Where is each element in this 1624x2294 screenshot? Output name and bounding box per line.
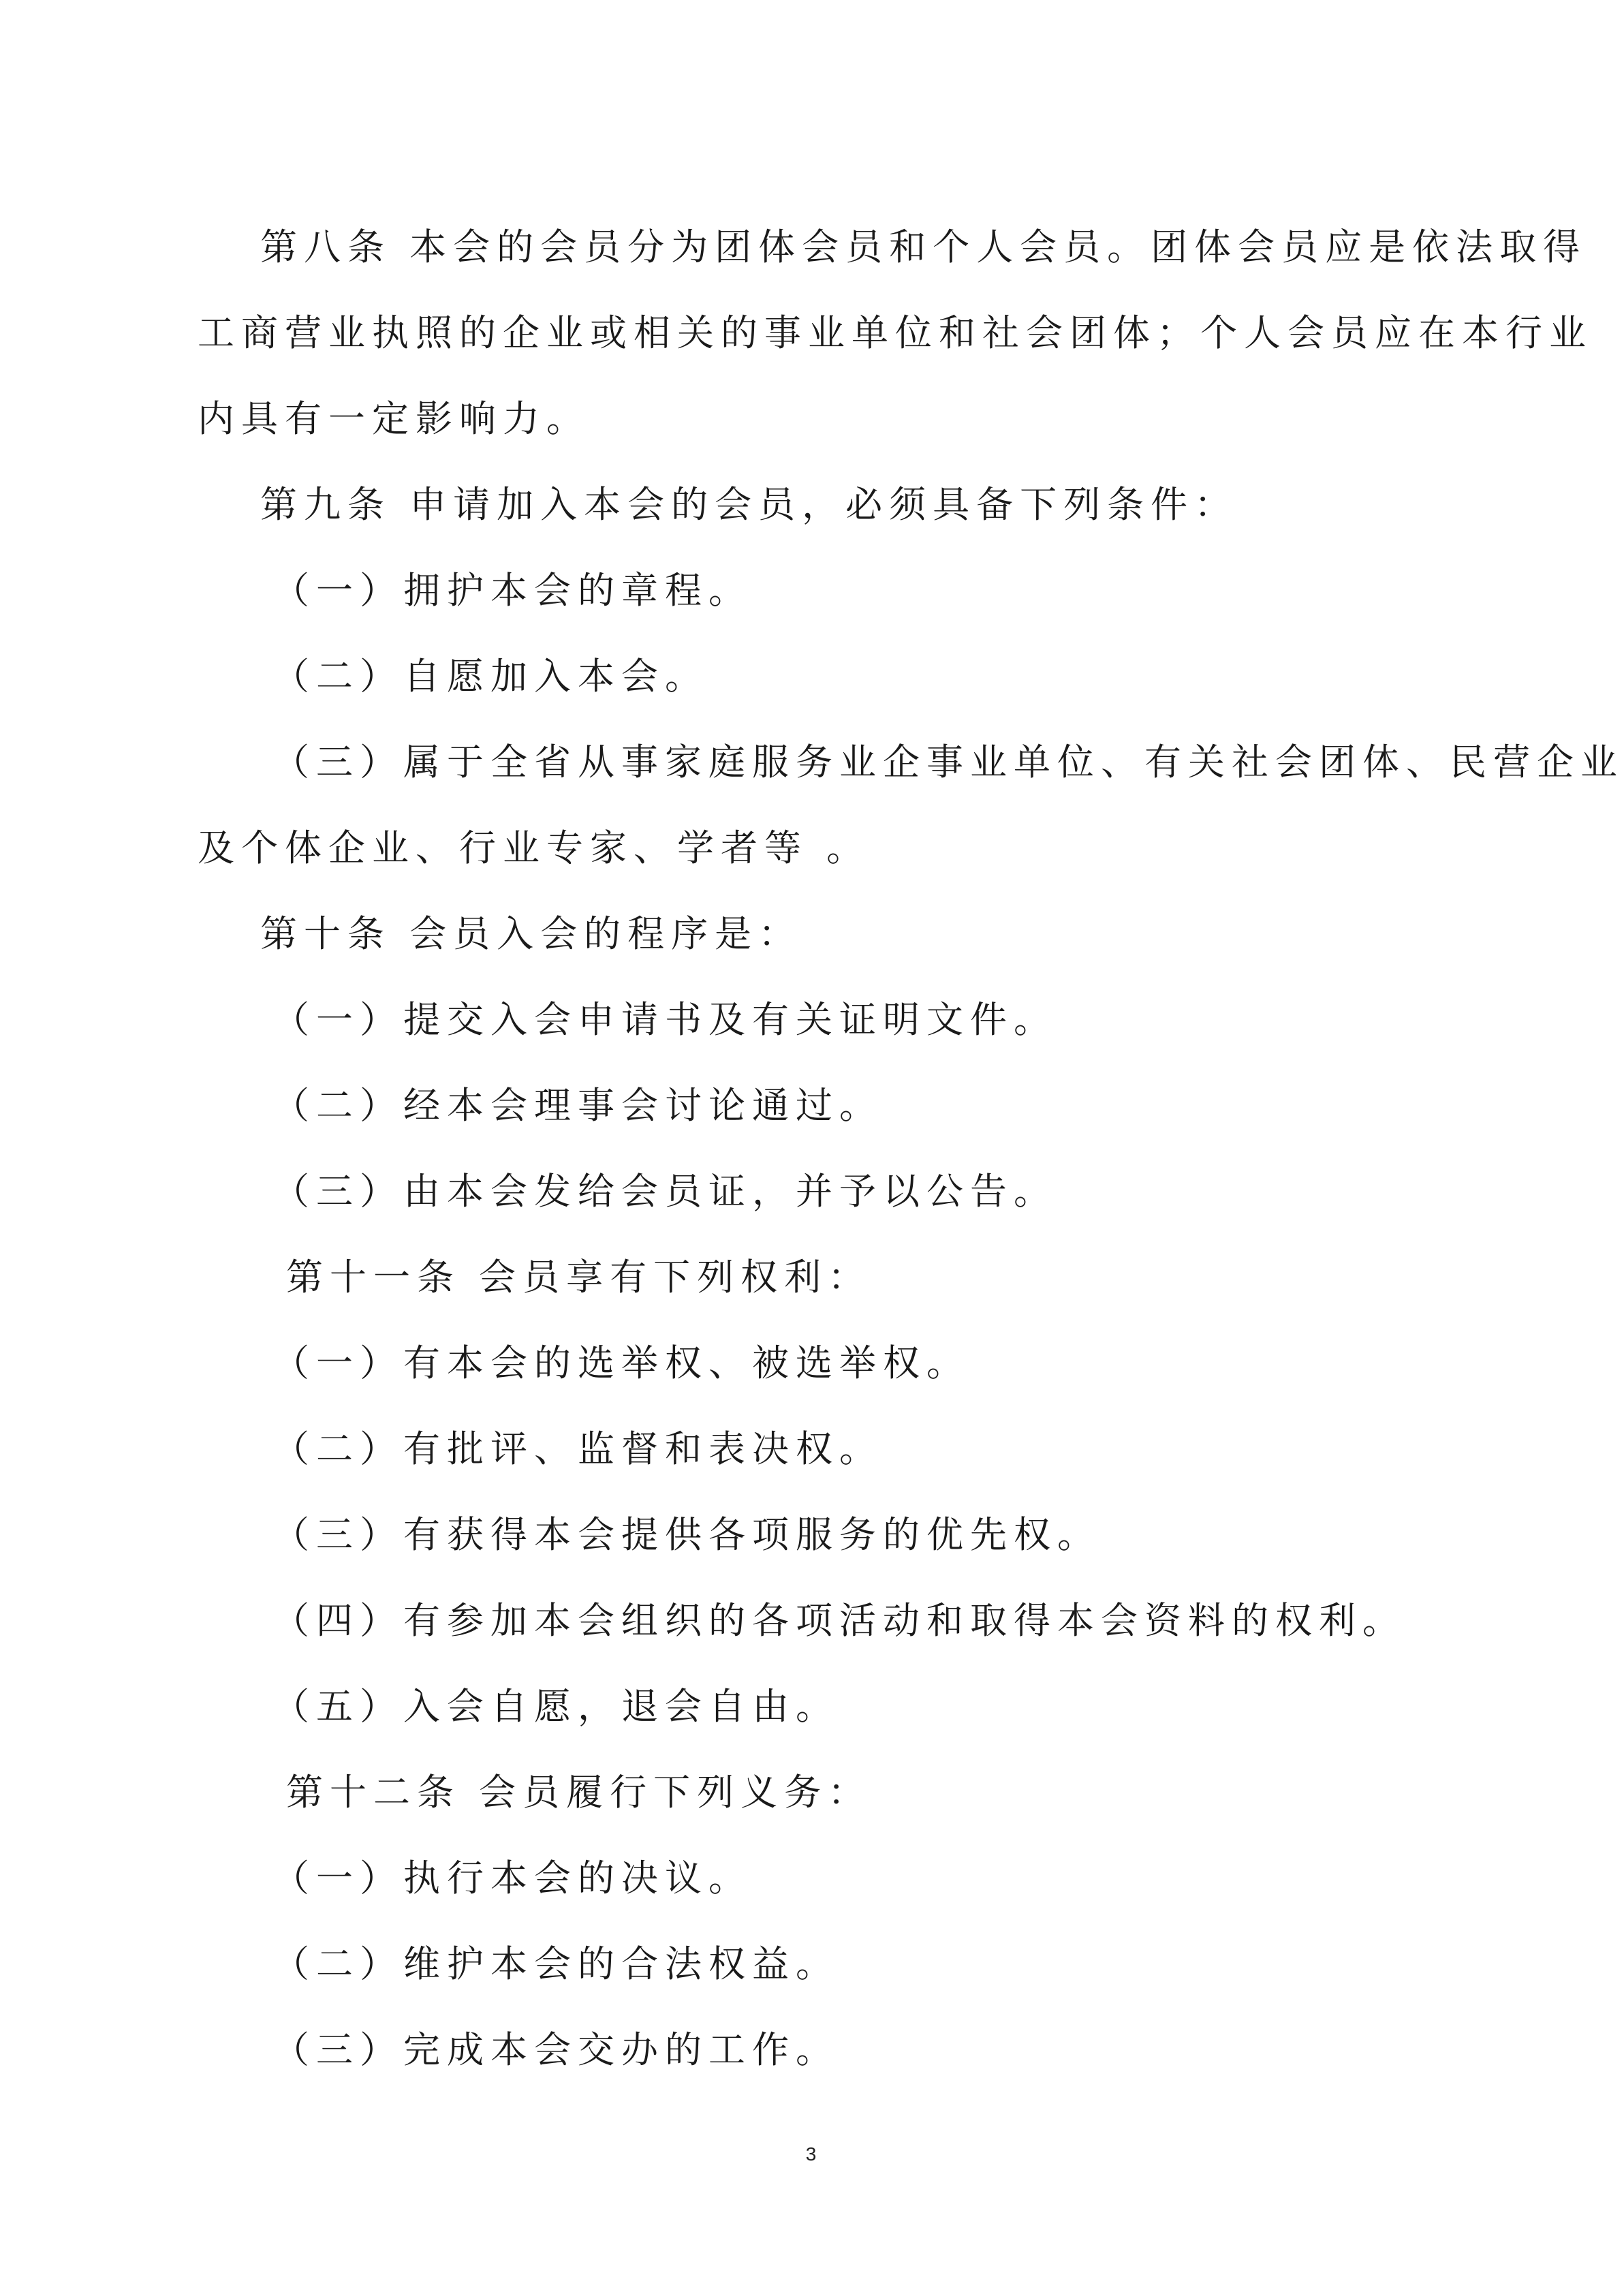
article-12-heading: 第十二条 会员履行下列义务： <box>286 1771 872 1814</box>
article-9-item-3-line-1: （三）属于全省从事家庭服务业企事业单位、有关社会团体、民营企业 <box>272 741 1624 784</box>
article-9-item-2: （二）自愿加入本会。 <box>272 655 708 698</box>
article-12-item-2: （二）维护本会的合法权益。 <box>272 1942 839 1985</box>
article-11-item-3: （三）有获得本会提供各项服务的优先权。 <box>272 1513 1101 1556</box>
article-10-item-1: （一）提交入会申请书及有关证明文件。 <box>272 998 1057 1041</box>
article-11-item-4: （四）有参加本会组织的各项活动和取得本会资料的权利。 <box>272 1599 1406 1642</box>
article-9-heading: 第九条 申请加入本会的会员，必须具备下列条件： <box>260 483 1238 526</box>
article-12-item-1: （一）执行本会的决议。 <box>272 1857 752 1900</box>
article-8-line-1: 第八条 本会的会员分为团体会员和个人会员。团体会员应是依法取得 <box>260 226 1587 268</box>
page-number: 3 <box>805 2143 817 2165</box>
article-8-line-3: 内具有一定影响力。 <box>198 397 590 440</box>
article-11-item-1: （一）有本会的选举权、被选举权。 <box>272 1342 970 1384</box>
article-9-item-1: （一）拥护本会的章程。 <box>272 569 752 612</box>
article-9-item-3-line-2: 及个体企业、行业专家、学者等 。 <box>198 826 871 869</box>
article-10-item-3: （三）由本会发给会员证，并予以公告。 <box>272 1170 1057 1213</box>
article-11-item-5: （五）入会自愿，退会自由。 <box>272 1685 839 1728</box>
article-11-heading: 第十一条 会员享有下列权利： <box>286 1256 872 1299</box>
article-8-line-2: 工商营业执照的企业或相关的事业单位和社会团体；个人会员应在本行业 <box>198 311 1593 354</box>
article-10-heading: 第十条 会员入会的程序是： <box>260 912 802 955</box>
article-12-item-3: （三）完成本会交办的工作。 <box>272 2028 839 2071</box>
document-body <box>198 204 1624 2093</box>
article-10-item-2: （二）经本会理事会讨论通过。 <box>272 1084 883 1127</box>
article-11-item-2: （二）有批评、监督和表决权。 <box>272 1427 883 1470</box>
